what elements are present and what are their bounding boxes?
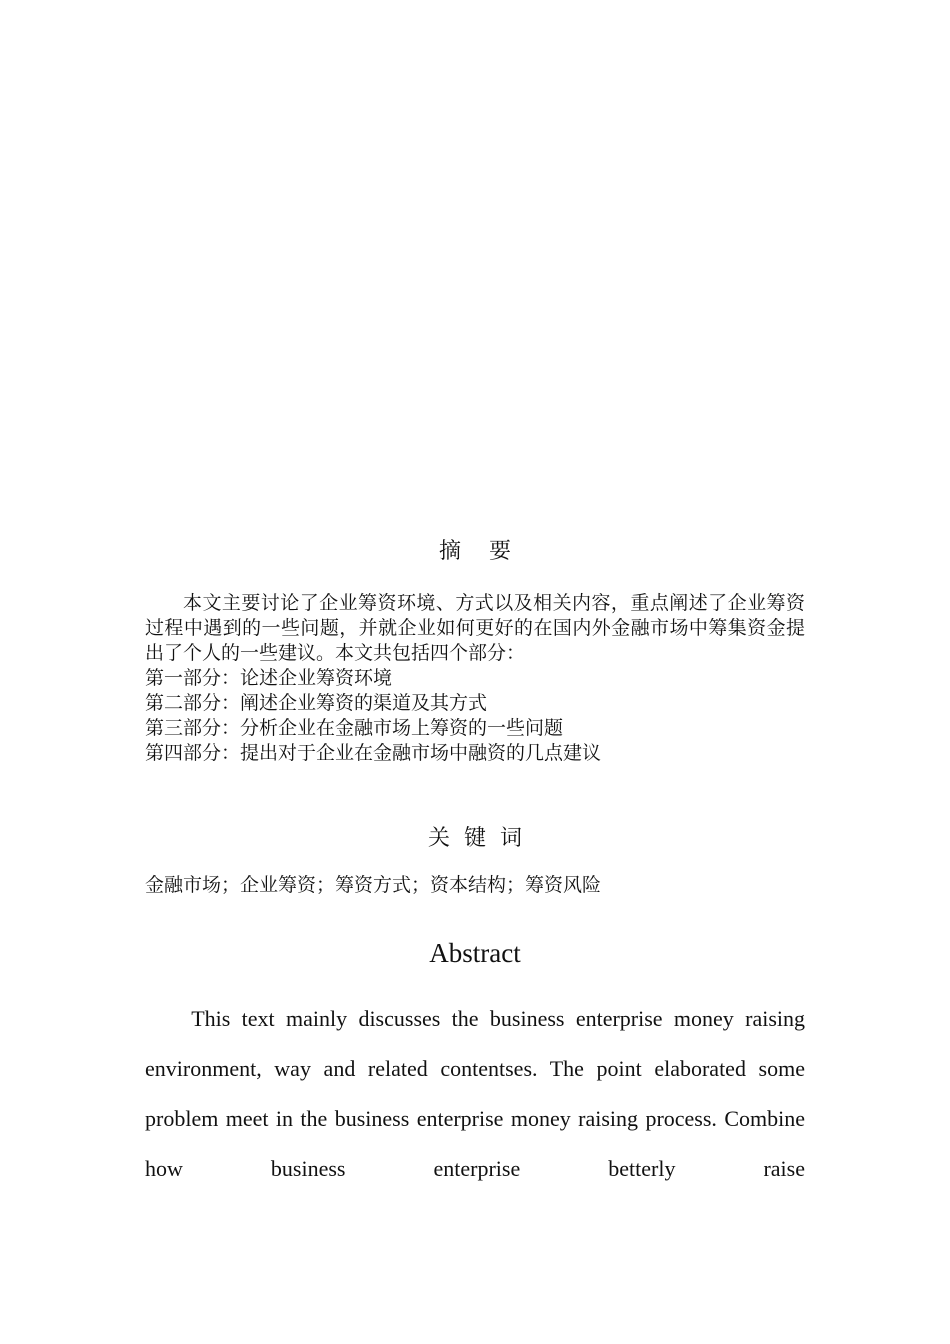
abstract-cn-part-4: 第四部分：提出对于企业在金融市场中融资的几点建议 (145, 742, 602, 764)
abstract-cn-body (145, 591, 805, 766)
abstract-en-heading: Abstract (429, 938, 521, 968)
page-content (145, 535, 805, 1194)
keywords-cn-heading: 关 键 词 (428, 826, 522, 851)
abstract-cn-part-2: 第二部分：阐述企业筹资的渠道及其方式 (145, 692, 488, 714)
abstract-cn-part-3: 第三部分：分析企业在金融市场上筹资的一些问题 (145, 717, 564, 739)
abstract-cn-part-1: 第一部分：论述企业筹资环境 (145, 667, 393, 689)
abstract-en-paragraph: This text mainly discusses the business enterprise money raising environment, way and related contentses. The point elaborated some problem meet in the business enterprise money raising process. Combine how business enterprise betterly raise (145, 1006, 805, 1181)
abstract-cn-paragraph: 本文主要讨论了企业筹资环境、方式以及相关内容，重点阐述了企业筹资过程中遇到的一些问题，并就企业如何更好的在国内外金融市场中筹集资金提出了个人的一些建议。本文共包括四个部分： (145, 592, 805, 664)
abstract-cn-heading: 摘 要 (439, 539, 511, 564)
keywords-cn-text: 金融市场；企业筹资；筹资方式；资本结构；筹资风险 (145, 874, 602, 896)
